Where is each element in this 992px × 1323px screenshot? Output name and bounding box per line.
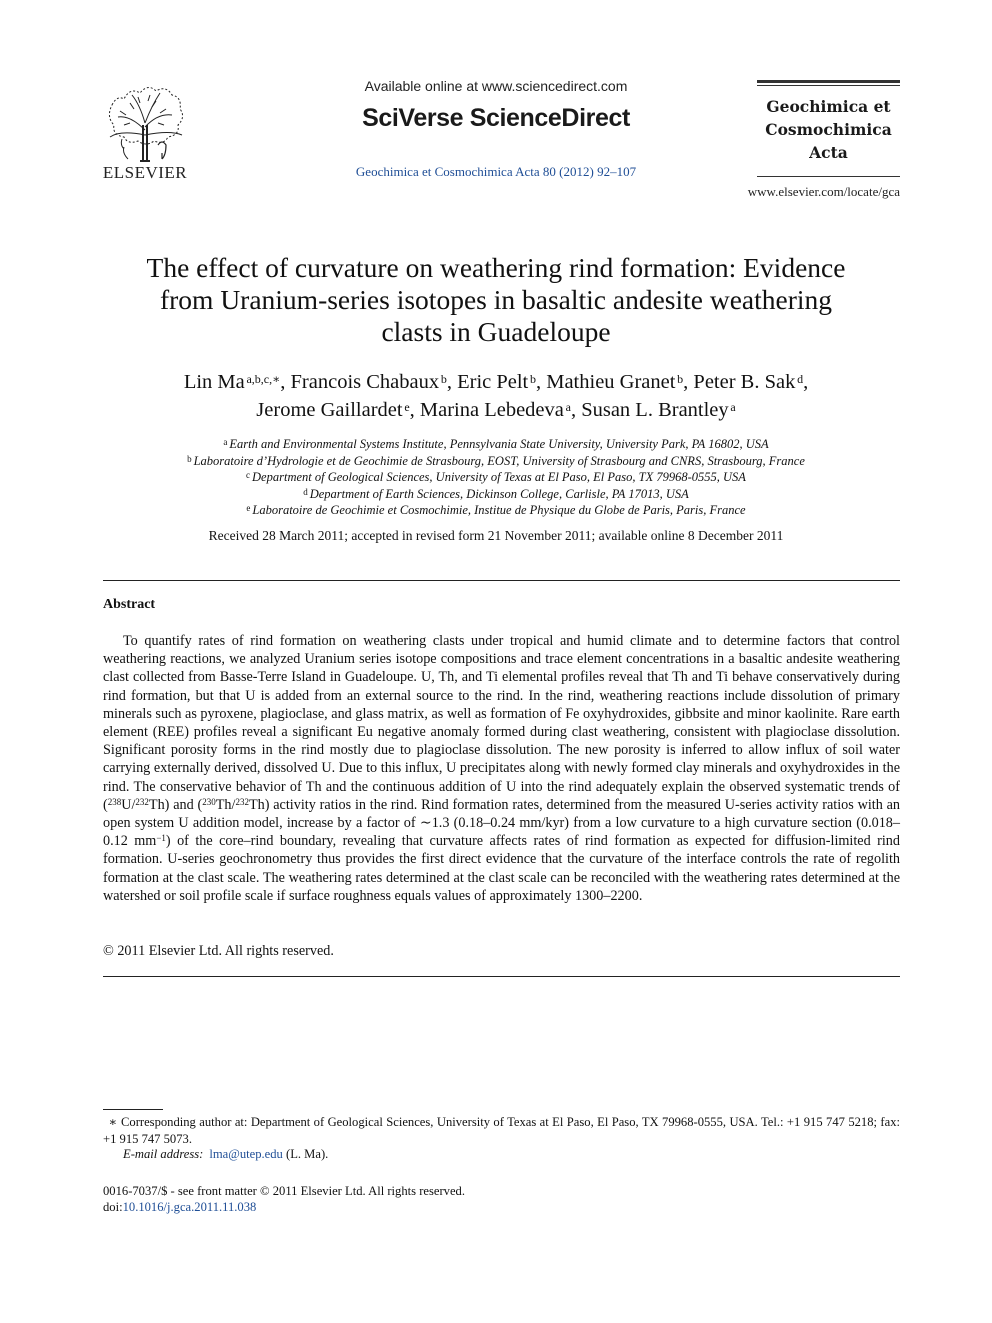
affiliation-item: $^e$ Laboratoire de Geochimie et Cosmochimie, Institue de Physique du Globe de Paris, Paris, France <box>246 503 746 518</box>
corresponding-author-note: ∗ Corresponding author at: Department of Geological Sciences, University of Texas at El Paso, El Paso, TX 79968-0555, USA. Tel.: +1 915 747 5218; fax: +1 915 747 5073. <box>103 1115 900 1146</box>
divider <box>103 580 900 581</box>
author-affiliation-ref[interactable]: a <box>565 400 571 414</box>
author-name[interactable]: Mathieu Granet <box>546 371 676 393</box>
abstract-copyright: © 2011 Elsevier Ltd. All rights reserved. <box>103 943 334 959</box>
affiliation-item: $^d$ Department of Earth Sciences, Dickinson College, Carlisle, PA 17013, USA <box>303 486 689 501</box>
article-history: Received 28 March 2011; accepted in revised form 21 November 2011; available online 8 December 2011 <box>208 528 784 543</box>
affiliation-item: $^c$ Department of Geological Sciences, University of Texas at El Paso, El Paso, TX 79968-0555, USA <box>246 470 746 485</box>
footnote-marker: ∗ <box>108 1115 117 1129</box>
email-line: E-mail address: lma@utep.edu (L. Ma). <box>123 1147 329 1161</box>
abstract-body: To quantify rates of rind formation on weathering clasts under tropical and humid climate and to determine factors that control weathering reactions, we analyzed Uranium series isotope compositions and trace element concentrations in a basaltic andesite weathering clast collected from Basse-Terre Island in Guadeloupe. U, Th, and Ti elemental profiles reveal that Th and Ti behave conservatively during rind formation, but that U is added from an external source to the rind. In the rind, weathering reactions include dissolution of primary minerals such as pyroxene, plagioclase, and glass matrix, as well as formation of Fe oxyhydroxides, gibbsite and minor kaolinite. Rare earth element (REE) profiles reveal a significant Eu negative anomaly formed during clast weathering, consistent with plagioclase dissolution. Significant porosity forms in the rind mostly due to plagioclase dissolution. The new porosity is inferred to allow influx of soil water carrying externally derived, dissolved U. Due to this influx, U precipitates along with newly formed clay minerals and oxyhydroxides in the rind. The conservative behavior of Th and the continuous addition of U into the rind adequately explain the observed systematic trends of ($^{238}$U/$^{232}$Th) and ($^{230}$Th/$^{232}$Th) activity ratios in the rind. Rind formation rates, determined from the measured U-series activity ratios with an open system U addition model, increase by a factor of ∼1.3 (0.18–0.24 mm/kyr) from a low curvature to a high curvature section (0.018–0.12 $mm^{-1}$) of the core–rind boundary, revealing that curvature affects rates of rind formation as expected for diffusion-limited rind formation. U-series geochronometry thus provides the first direct evidence that the curvature of the interface controls the rate of regolith formation at the clast scale. The weathering rates determined at the clast scale can be reconciled with the weathering rates determined at the watershed or soil profile scale if surface roughness equals values of approximately 1300–2200. <box>103 633 900 904</box>
doi-line: doi:10.1016/j.gca.2011.11.038 <box>103 1200 257 1214</box>
author-name[interactable]: Peter B. Sak <box>693 371 796 393</box>
footnote-rule <box>103 1109 163 1110</box>
author-line-2: Jerome Gaillardet $^e$, Marina Lebedeva $^a$, Susan L. Brantley $^a$ <box>256 399 736 421</box>
abstract-heading: Abstract <box>103 597 156 612</box>
journal-url-link[interactable]: www.elsevier.com/locate/gca <box>747 184 900 199</box>
divider <box>103 976 900 977</box>
issn-line: 0016-7037/$ - see front matter © 2011 Elsevier Ltd. All rights reserved. <box>103 1184 465 1198</box>
author-affiliation-ref[interactable]: e <box>404 400 410 414</box>
journal-box-rule-top <box>757 80 900 83</box>
author-name[interactable]: Francois Chabaux <box>290 371 440 393</box>
journal-title: Geochimica et Cosmochimica Acta <box>765 97 892 162</box>
article-title: The effect of curvature on weathering rind formation: Evidence from Uranium-series isotopes in basaltic andesite weathering clasts in Guadeloupe <box>146 252 846 347</box>
author-affiliation-ref[interactable]: a,b,c,∗ <box>246 372 281 386</box>
journal-citation-link[interactable]: Geochimica et Cosmochimica Acta 80 (2012) 92–107 <box>355 164 637 179</box>
doi-link[interactable]: 10.1016/j.gca.2011.11.038 <box>122 1200 257 1214</box>
author-name[interactable]: Eric Pelt <box>457 371 529 393</box>
affiliation-list <box>60 436 932 519</box>
author-list <box>60 368 932 424</box>
author-affiliation-ref[interactable]: d <box>797 372 804 386</box>
journal-box-rule-bottom <box>757 176 900 177</box>
journal-box-rule-top-thin <box>757 85 900 86</box>
author-name[interactable]: Marina Lebedeva <box>419 399 564 421</box>
author-name[interactable]: Jerome Gaillardet <box>256 399 403 421</box>
author-affiliation-ref[interactable]: b <box>677 372 684 386</box>
author-affiliation-ref[interactable]: a <box>730 400 736 414</box>
author-affiliation-ref[interactable]: b <box>440 372 447 386</box>
author-name[interactable]: Susan L. Brantley <box>581 399 729 421</box>
affiliation-item: $^b$ Laboratoire d’Hydrologie et de Geochimie de Strasbourg, EOST, University of Strasbourg and CNRS, Strasbourg, France <box>187 453 805 468</box>
author-line-1: Lin Ma $^{a,b,c,∗}$, Francois Chabaux $^b$, Eric Pelt $^b$, Mathieu Granet $^b$, Peter B. Sak $^d$, <box>183 371 809 393</box>
publisher-name: ELSEVIER <box>102 163 188 182</box>
email-link[interactable]: lma@utep.edu <box>209 1147 283 1161</box>
author-name[interactable]: Lin Ma <box>183 371 245 393</box>
affiliation-item: $^a$ Earth and Environmental Systems Institute, Pennsylvania State University, University Park, PA 16802, USA <box>223 437 769 451</box>
platform-name: SciVerse ScienceDirect <box>362 104 630 132</box>
available-online-text: Available online at www.sciencedirect.com <box>364 78 628 94</box>
author-affiliation-ref[interactable]: b <box>529 372 536 386</box>
